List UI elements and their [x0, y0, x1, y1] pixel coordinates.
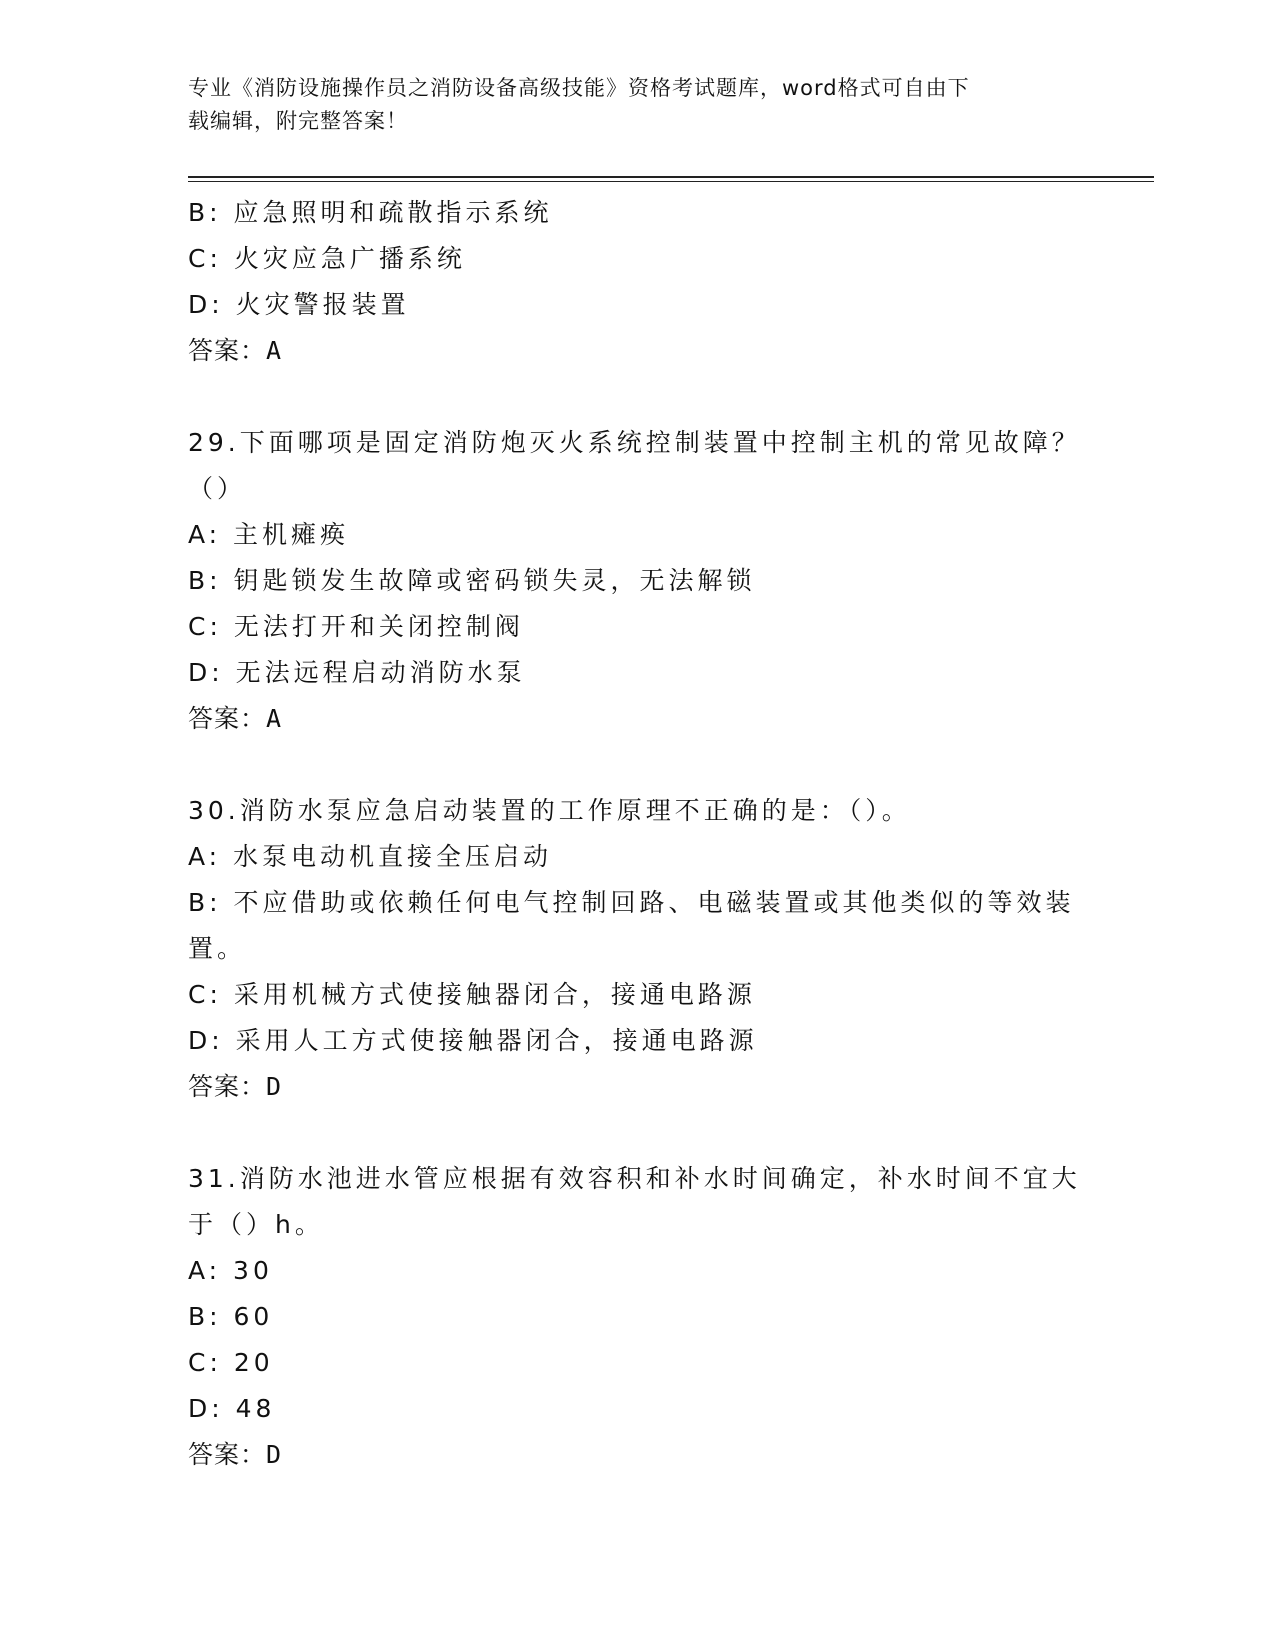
- answer-line: 答案：D: [188, 1440, 283, 1469]
- document-header: [188, 72, 1068, 138]
- spacer: [188, 374, 1088, 420]
- option-d: D: 火灾警报装置: [188, 290, 410, 319]
- option-a: A: 主机瘫痪: [188, 520, 350, 549]
- answer-line: 答案：A: [188, 336, 283, 365]
- question-stem: 30.消防水泵应急启动装置的工作原理不正确的是：（）。: [188, 796, 911, 825]
- option-c: C: 采用机械方式使接触器闭合，接通电路源: [188, 980, 756, 1009]
- question-stem-continued: 于（）h。: [188, 1210, 324, 1239]
- question-stem: 31.消防水池进水管应根据有效容积和补水时间确定，补水时间不宜大: [188, 1164, 1081, 1193]
- question-28-tail: [188, 190, 1088, 374]
- question-29: [188, 420, 1088, 742]
- option-b: B: 钥匙锁发生故障或密码锁失灵，无法解锁: [188, 566, 756, 595]
- header-divider-thin: [188, 181, 1154, 182]
- option-d: D: 采用人工方式使接触器闭合，接通电路源: [188, 1026, 758, 1055]
- option-d: D: 无法远程启动消防水泵: [188, 658, 526, 687]
- option-b: B: 不应借助或依赖任何电气控制回路、电磁装置或其他类似的等效装: [188, 888, 1075, 917]
- answer-line: 答案：D: [188, 1072, 283, 1101]
- option-a: A: 水泵电动机直接全压启动: [188, 842, 553, 871]
- option-a: A: 30: [188, 1256, 273, 1285]
- option-b: B: 60: [188, 1302, 274, 1331]
- header-line-2: 载编辑，附完整答案！: [188, 109, 408, 133]
- question-content: [188, 190, 1088, 1478]
- option-b-continued: 置。: [188, 934, 247, 963]
- option-d: D: 48: [188, 1394, 276, 1423]
- spacer: [188, 742, 1088, 788]
- question-stem-continued: （）: [188, 474, 247, 503]
- answer-line: 答案：A: [188, 704, 283, 733]
- option-b: B: 应急照明和疏散指示系统: [188, 198, 553, 227]
- header-line-1: 专业《消防设施操作员之消防设备高级技能》资格考试题库，word格式可自由下: [188, 76, 970, 100]
- option-c: C: 无法打开和关闭控制阀: [188, 612, 524, 641]
- question-stem: 29.下面哪项是固定消防炮灭火系统控制装置中控制主机的常见故障？: [188, 428, 1081, 457]
- question-30: [188, 788, 1088, 1110]
- spacer: [188, 1110, 1088, 1156]
- header-divider-thick: [188, 176, 1154, 178]
- question-31: [188, 1156, 1088, 1478]
- option-c: C: 20: [188, 1348, 274, 1377]
- option-c: C: 火灾应急广播系统: [188, 244, 466, 273]
